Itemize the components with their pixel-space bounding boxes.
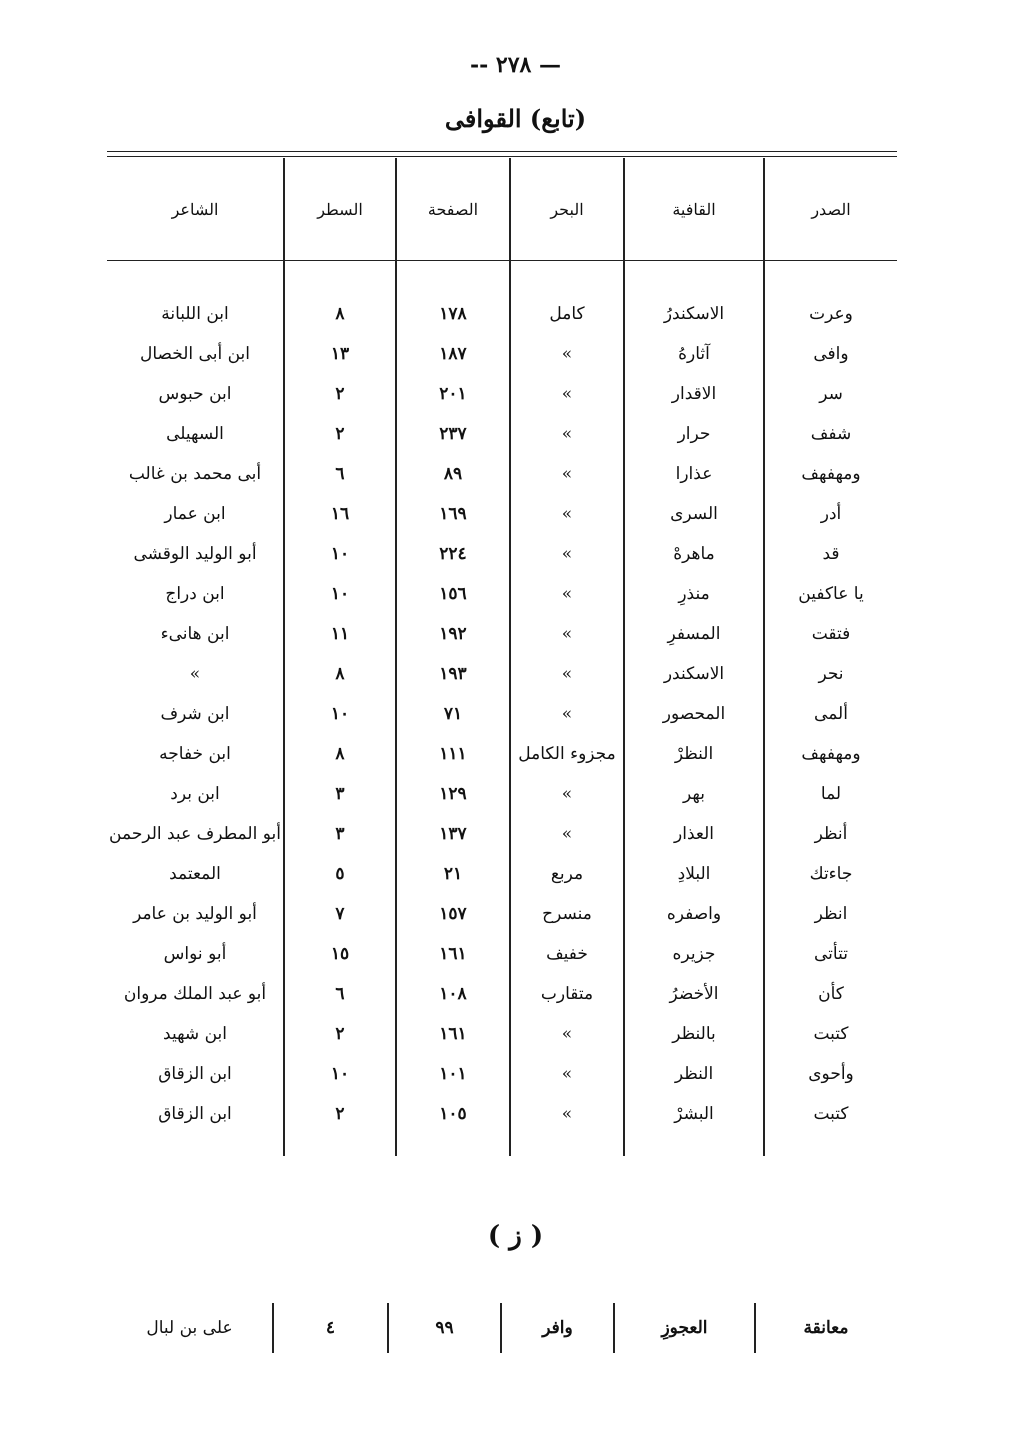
table-row-sadr: كأن xyxy=(818,984,844,1004)
table-row-sadr: كتبت xyxy=(813,1104,849,1124)
table-row-shaer: ابن اللبانة xyxy=(161,304,229,324)
table-row-bahr: » xyxy=(561,624,573,644)
table-row-bahr: » xyxy=(561,464,573,484)
table-row-satr: ١١ xyxy=(330,624,350,644)
table-row-safha: ١٨٧ xyxy=(439,344,467,364)
table-row-qafiya: النظر xyxy=(674,1064,714,1084)
table-row-sadr: يا عاكفين xyxy=(798,584,864,604)
table-row-qafiya: واصفره xyxy=(666,904,722,924)
table-row-bahr: » xyxy=(561,384,573,404)
table-row-shaer: ابن أبى الخصال xyxy=(140,344,250,364)
table-row-bahr: » xyxy=(561,1104,573,1124)
table-row-shaer: ابن برد xyxy=(170,784,220,804)
table-row-satr: ٨ xyxy=(335,664,345,684)
table-row-safha: ١٢٩ xyxy=(439,784,467,804)
table-row-shaer: ابن شرف xyxy=(160,704,230,724)
table-row-safha: ٢٠١ xyxy=(439,384,467,404)
table-top-rule xyxy=(107,151,897,152)
section-row-satr: ٤ xyxy=(325,1318,336,1338)
header-satr: السطر xyxy=(317,200,363,219)
table-row-satr: ٦ xyxy=(335,464,345,484)
table-row-sadr: ومهفهف xyxy=(801,464,861,484)
table-row-qafiya: عذارا xyxy=(675,464,713,484)
table-row-safha: ١٠٨ xyxy=(439,984,467,1004)
table-row-satr: ٣ xyxy=(335,784,345,804)
table-row-bahr: » xyxy=(561,704,573,724)
table-row-shaer: أبى محمد بن غالب xyxy=(128,464,262,484)
table-row-sadr: شفف xyxy=(810,424,852,444)
page-number: — ٢٧٨ -- xyxy=(469,52,562,78)
table-row-sadr: أنظر xyxy=(814,824,848,844)
table-row-bahr: » xyxy=(561,664,573,684)
header-qafiya: القافية xyxy=(672,200,716,219)
header-safha: الصفحة xyxy=(427,200,479,219)
table-row-sadr: نحر xyxy=(818,664,844,684)
table-row-sadr: سر xyxy=(819,384,843,404)
table-row-safha: ١٦١ xyxy=(439,944,467,964)
table-row-satr: ٨ xyxy=(335,744,345,764)
table-row-shaer: أبو نواس xyxy=(163,944,227,964)
table-row-qafiya: الاقدار xyxy=(671,384,717,404)
table-row-bahr: » xyxy=(561,1024,573,1044)
header-shaer: الشاعر xyxy=(171,200,219,219)
table-row-shaer: المعتمد xyxy=(169,864,221,884)
table-top-rule-inner xyxy=(107,156,897,157)
table-row-safha: ١٩٢ xyxy=(439,624,467,644)
table-row-shaer: أبو الوليد بن عامر xyxy=(133,904,257,924)
table-row-sadr: انظر xyxy=(814,904,848,924)
table-row-bahr: متقارب xyxy=(540,984,594,1004)
table-row-shaer: ابن حبوس xyxy=(158,384,232,404)
table-row-shaer: » xyxy=(189,664,201,684)
table-row-bahr: » xyxy=(561,1064,573,1084)
section-row-qafiya: العجوزِ xyxy=(661,1318,708,1338)
table-row-safha: ١٥٧ xyxy=(439,904,467,924)
table-row-satr: ٧ xyxy=(335,904,345,924)
table-row-satr: ١٠ xyxy=(330,704,350,724)
table-row-bahr: مجزوء الكامل xyxy=(518,744,616,764)
table-row-shaer: أبو عبد الملك مروان xyxy=(123,984,267,1004)
table-row-bahr: » xyxy=(561,504,573,524)
table-row-safha: ١٥٦ xyxy=(439,584,467,604)
table-row-safha: ٨٩ xyxy=(443,464,463,484)
table-row-qafiya: العذار xyxy=(674,824,714,844)
table-row-satr: ٢ xyxy=(335,384,345,404)
table-row-bahr: » xyxy=(561,424,573,444)
table-row-safha: ٢٣٧ xyxy=(439,424,467,444)
table-row-satr: ٣ xyxy=(335,824,345,844)
table-row-shaer: ابن دراج xyxy=(165,584,225,604)
table-row-safha: ١١١ xyxy=(439,744,467,764)
table-row-safha: ١٠١ xyxy=(439,1064,467,1084)
table-row-sadr: أدر xyxy=(820,504,842,524)
table-row-safha: ١٦١ xyxy=(439,1024,467,1044)
section-row-sadr: معانقة xyxy=(803,1318,849,1338)
table-row-satr: ١٦ xyxy=(330,504,350,524)
table-row-qafiya: بالنظر xyxy=(672,1024,716,1044)
table-row-satr: ٦ xyxy=(335,984,345,1004)
table-row-safha: ١٣٧ xyxy=(439,824,467,844)
table-row-qafiya: بهر xyxy=(683,784,705,804)
section-row-safha: ٩٩ xyxy=(435,1318,454,1338)
table-row-satr: ١٥ xyxy=(330,944,350,964)
section-row-bahr: وافر xyxy=(542,1318,573,1338)
table-row-qafiya: المحصور xyxy=(662,704,726,724)
table-row-safha: ١٧٨ xyxy=(439,304,467,324)
table-row-qafiya: الاسكندرُ xyxy=(663,304,725,324)
table-row-shaer: أبو المطرف عبد الرحمن xyxy=(109,824,281,844)
table-row-safha: ٧١ xyxy=(443,704,463,724)
table-row-sadr: ألمى xyxy=(814,704,848,724)
table-row-safha: ١٦٩ xyxy=(439,504,467,524)
table-row-qafiya: السرى xyxy=(670,504,718,524)
table-row-qafiya: البشرْ xyxy=(674,1104,714,1124)
page-title: (تابع) القوافى xyxy=(444,104,587,133)
table-row-qafiya: المسفرِ xyxy=(667,624,721,644)
table-row-safha: ٢١ xyxy=(443,864,463,884)
table-row-satr: ٢ xyxy=(335,424,345,444)
table-row-satr: ٨ xyxy=(335,304,345,324)
table-row-shaer: السهيلى xyxy=(166,424,224,444)
table-row-bahr: مربع xyxy=(550,864,584,884)
table-row-sadr: فتقت xyxy=(811,624,851,644)
table-row-shaer: ابن الزقاق xyxy=(158,1064,232,1084)
table-row-qafiya: آثارهُ xyxy=(678,344,710,364)
table-row-bahr: منسرح xyxy=(542,904,592,924)
table-row-sadr: وافى xyxy=(813,344,849,364)
table-row-qafiya: البلادِ xyxy=(677,864,711,884)
table-row-qafiya: ماهرهْ xyxy=(673,544,715,564)
table-row-bahr: » xyxy=(561,544,573,564)
table-row-safha: ٢٢٤ xyxy=(439,544,467,564)
table-header-rule xyxy=(107,260,897,261)
header-bahr: البحر xyxy=(550,200,584,219)
table-row-sadr: قد xyxy=(822,544,840,564)
table-row-shaer: ابن الزقاق xyxy=(158,1104,232,1124)
table-row-sadr: تتأتى xyxy=(814,944,848,964)
table-row-bahr: كامل xyxy=(549,304,585,324)
table-row-satr: ١٠ xyxy=(330,544,350,564)
table-row-qafiya: الأخضرُ xyxy=(669,984,719,1004)
table-row-shaer: ابن خفاجه xyxy=(159,744,231,764)
table-row-shaer: ابن هانىء xyxy=(160,624,230,644)
table-row-qafiya: الاسكندر xyxy=(663,664,725,684)
table-row-bahr: » xyxy=(561,784,573,804)
section-row-shaer: على بن لبال xyxy=(146,1318,233,1338)
table-row-sadr: وعرت xyxy=(809,304,853,324)
table-row-qafiya: النظرْ xyxy=(674,744,714,764)
table-row-sadr: لما xyxy=(820,784,842,804)
table-row-satr: ١٠ xyxy=(330,584,350,604)
table-row-qafiya: منذرِ xyxy=(678,584,710,604)
table-row-shaer: ابن عمار xyxy=(164,504,226,524)
table-row-safha: ١٠٥ xyxy=(439,1104,467,1124)
table-row-bahr: » xyxy=(561,344,573,364)
table-row-sadr: ومهفهف xyxy=(801,744,861,764)
table-row-satr: ٥ xyxy=(335,864,345,884)
table-row-bahr: » xyxy=(561,824,573,844)
table-row-shaer: أبو الوليد الوقشى xyxy=(133,544,257,564)
table-row-sadr: كتبت xyxy=(813,1024,849,1044)
table-row-satr: ١٠ xyxy=(330,1064,350,1084)
table-row-satr: ١٣ xyxy=(330,344,350,364)
table-row-qafiya: حرار xyxy=(677,424,711,444)
table-row-satr: ٢ xyxy=(335,1104,345,1124)
table-row-bahr: خفيف xyxy=(546,944,588,964)
table-row-qafiya: جزيره xyxy=(672,944,716,964)
section-letter: ( ز ) xyxy=(487,1221,544,1251)
table-row-satr: ٢ xyxy=(335,1024,345,1044)
header-sadr: الصدر xyxy=(811,200,851,219)
table-row-shaer: ابن شهيد xyxy=(163,1024,227,1044)
table-row-sadr: وأحوى xyxy=(808,1064,854,1084)
table-row-safha: ١٩٣ xyxy=(439,664,467,684)
table-row-bahr: » xyxy=(561,584,573,604)
table-row-sadr: جاءتك xyxy=(809,864,853,884)
